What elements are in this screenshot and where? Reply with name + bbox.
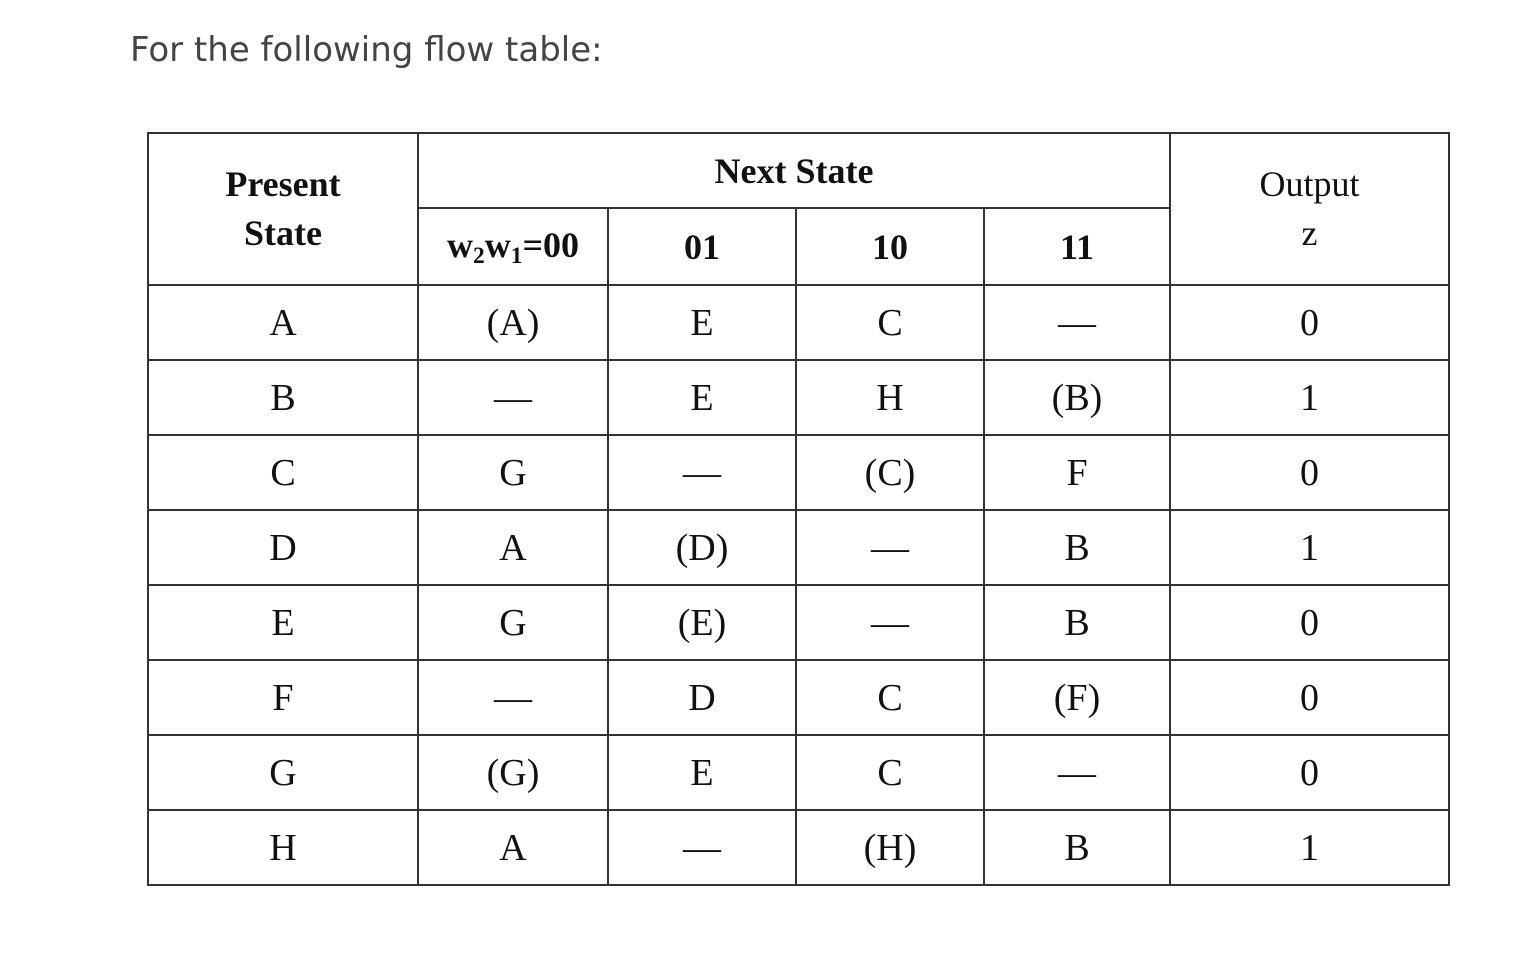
output-cell: 1 xyxy=(1170,360,1449,435)
table-row xyxy=(148,435,1449,510)
next-state-cell: A xyxy=(418,810,608,885)
output-header xyxy=(1170,133,1449,285)
next-state-cell: B xyxy=(984,585,1170,660)
next-state-cell: H xyxy=(796,360,984,435)
input-w2-subscript: 2 xyxy=(473,242,485,269)
next-state-cell: (D) xyxy=(608,510,796,585)
next-state-cell: C xyxy=(796,660,984,735)
next-state-cell: B xyxy=(984,510,1170,585)
next-state-cell: — xyxy=(796,585,984,660)
next-state-cell: (H) xyxy=(796,810,984,885)
present-state-cell: F xyxy=(148,660,418,735)
table-row xyxy=(148,360,1449,435)
next-state-cell: E xyxy=(608,360,796,435)
next-state-cell: (A) xyxy=(418,285,608,360)
input-column-11: 11 xyxy=(984,208,1170,285)
present-state-cell: D xyxy=(148,510,418,585)
present-state-cell: H xyxy=(148,810,418,885)
output-header-line2: z xyxy=(1301,213,1318,253)
next-state-cell: — xyxy=(608,435,796,510)
output-cell: 0 xyxy=(1170,285,1449,360)
table-row xyxy=(148,585,1449,660)
next-state-cell: (F) xyxy=(984,660,1170,735)
next-state-header: Next State xyxy=(418,133,1170,208)
next-state-cell: — xyxy=(418,360,608,435)
table-row xyxy=(148,735,1449,810)
output-header-line1: Output xyxy=(1259,164,1360,205)
output-cell: 1 xyxy=(1170,810,1449,885)
next-state-cell: — xyxy=(608,810,796,885)
next-state-cell: (G) xyxy=(418,735,608,810)
present-state-cell: B xyxy=(148,360,418,435)
table-row xyxy=(148,810,1449,885)
present-state-cell: E xyxy=(148,585,418,660)
next-state-cell: E xyxy=(608,735,796,810)
present-state-header xyxy=(148,133,418,285)
next-state-cell: C xyxy=(796,285,984,360)
input-column-01: 01 xyxy=(608,208,796,285)
output-cell: 0 xyxy=(1170,585,1449,660)
input-w1: w xyxy=(484,224,511,265)
output-cell: 1 xyxy=(1170,510,1449,585)
output-cell: 0 xyxy=(1170,660,1449,735)
present-state-header-line1: Present xyxy=(225,164,341,205)
intro-text: For the following flow table: xyxy=(130,30,603,70)
next-state-cell: G xyxy=(418,435,608,510)
next-state-cell: D xyxy=(608,660,796,735)
next-state-cell: B xyxy=(984,810,1170,885)
input-w1-subscript: 1 xyxy=(510,242,523,269)
present-state-cell: C xyxy=(148,435,418,510)
input-column-00 xyxy=(418,208,608,285)
output-cell: 0 xyxy=(1170,435,1449,510)
next-state-cell: C xyxy=(796,735,984,810)
next-state-cell: E xyxy=(608,285,796,360)
next-state-cell: G xyxy=(418,585,608,660)
next-state-cell: — xyxy=(418,660,608,735)
next-state-cell: — xyxy=(984,735,1170,810)
input-w2: w xyxy=(447,224,474,265)
input-column-10: 10 xyxy=(796,208,984,285)
next-state-cell: F xyxy=(984,435,1170,510)
present-state-header-line2: State xyxy=(244,213,322,253)
present-state-cell: G xyxy=(148,735,418,810)
flow-table xyxy=(147,132,1450,886)
table-row xyxy=(148,510,1449,585)
next-state-cell: (C) xyxy=(796,435,984,510)
next-state-cell: — xyxy=(984,285,1170,360)
next-state-cell: (B) xyxy=(984,360,1170,435)
flow-table-body xyxy=(148,133,1449,885)
next-state-cell: A xyxy=(418,510,608,585)
next-state-cell: — xyxy=(796,510,984,585)
header-row-top xyxy=(148,133,1449,208)
input-value-00: =00 xyxy=(522,224,579,265)
table-row xyxy=(148,660,1449,735)
output-cell: 0 xyxy=(1170,735,1449,810)
next-state-cell: (E) xyxy=(608,585,796,660)
present-state-cell: A xyxy=(148,285,418,360)
table-row xyxy=(148,285,1449,360)
